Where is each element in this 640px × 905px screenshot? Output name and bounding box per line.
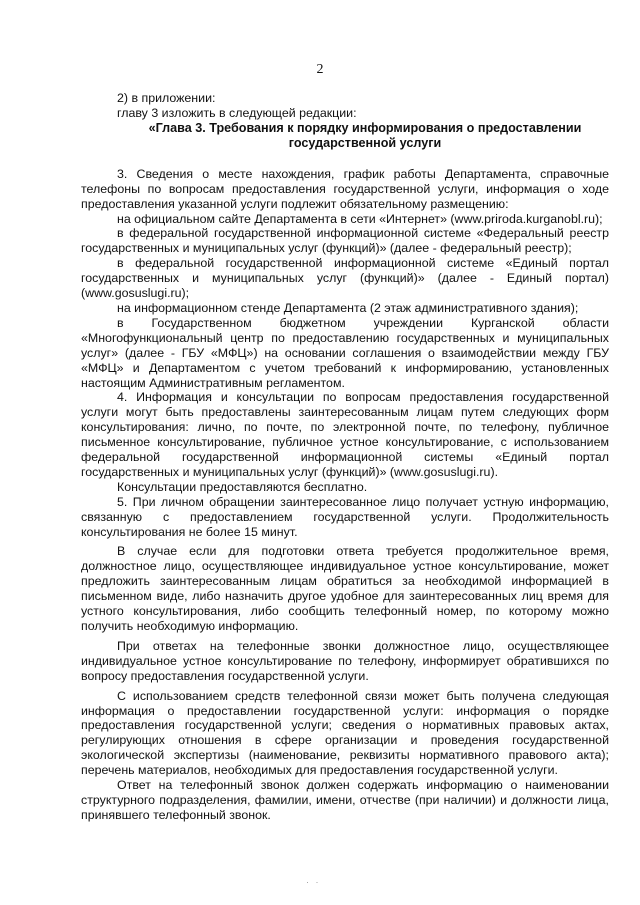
paragraph-list [81, 167, 609, 823]
page-number: 2 [316, 62, 324, 77]
document-body [81, 91, 609, 823]
paragraph: в федеральной государственной информационной системе «Федеральный реестр государственных и муниципальных услуг (функций)» (далее - федеральный реестр); [81, 226, 609, 256]
paragraph: В случае если для подготовки ответа требуется продолжительное время, должностное лицо, осуществляющее индивидуальное устное консультирование, может предложить заинтересованным лицам обратиться за необходимой информацией в письменном виде, либо назначить другое удобное для заинтересованных лиц время для устного консультирования, либо сообщить телефонный номер, по которому можно получить необходимую информацию. [81, 544, 609, 633]
paragraph: Ответ на телефонный звонок должен содержать информацию о наименовании структурного подразделения, фамилии, имени, отчестве (при наличии) и должности лица, принявшего телефонный звонок. [81, 778, 609, 822]
paragraph: в Государственном бюджетном учреждении Курганской области «Многофункциональный центр по предоставлению государственных и муниципальных услуг» (далее - ГБУ «МФЦ») на основании соглашения о взаимодействии между ГБУ «МФЦ» и Департаментом с учетом требований к информированию, установленных настоящим Административным регламентом. [81, 315, 609, 390]
paragraph: Консультации предоставляются бесплатно. [117, 479, 368, 494]
intro-line-1: 2) в приложении: [117, 91, 216, 105]
paragraph: 3. Сведения о месте нахождения, график работы Департамента, справочные телефоны по вопросам предоставления государственной услуги, информация о ходе предоставления указанной услуги подлежит обязательному размещению: [81, 166, 609, 211]
paragraph: на информационном стенде Департамента (2 этаж административного здания); [117, 300, 579, 315]
paragraph: в федеральной государственной информационной системе «Единый портал государственных и муниципальных услуг (функций)» (далее - Единый портал) (www.gosuslugi.ru); [81, 256, 609, 301]
paragraph: на официальном сайте Департамента в сети «Интернет» (www.priroda.kurganobl.ru); [117, 211, 603, 226]
intro-line-2: главу 3 изложить в следующей редакции: [117, 105, 357, 120]
paragraph: 4. Информация и консультации по вопросам предоставления государственной услуги могут быть предоставлены заинтересованным лицам путем следующих форм консультирования: лично, по почте, по электронной почте, по телефону, публичное письменное консультирование, публичное устное консультирование, с использованием федеральной государственной информационной системы «Единый портал государственных и муниципальных услуг (функций)» (www.gosuslugi.ru). [81, 390, 609, 479]
paragraph: 5. При личном обращении заинтересованное лицо получает устную информацию, связанную с предоставлением государственной услуги. Продолжительность консультирования не более 15 минут. [81, 494, 609, 539]
chapter-title: «Глава 3. Требования к порядку информирования о предоставлении государственной услуги [148, 120, 582, 150]
scan-mark: · · [306, 877, 321, 887]
paragraph: С использованием средств телефонной связи может быть получена следующая информация о предоставлении государственной услуги: информация о порядке предоставления государственной услуги; сведения о нормативных правовых актах, регулирующих отношения в сфере организации и проведения государственной экологической экспертизы (наименование, реквизиты нормативного правового акта); перечень материалов, необходимых для предоставления государственной услуги. [81, 688, 609, 778]
paragraph: При ответах на телефонные звонки должностное лицо, осуществляющее индивидуальное устное консультирование по телефону, информирует обратившихся по вопросу предоставления государственной услуги. [81, 638, 609, 683]
